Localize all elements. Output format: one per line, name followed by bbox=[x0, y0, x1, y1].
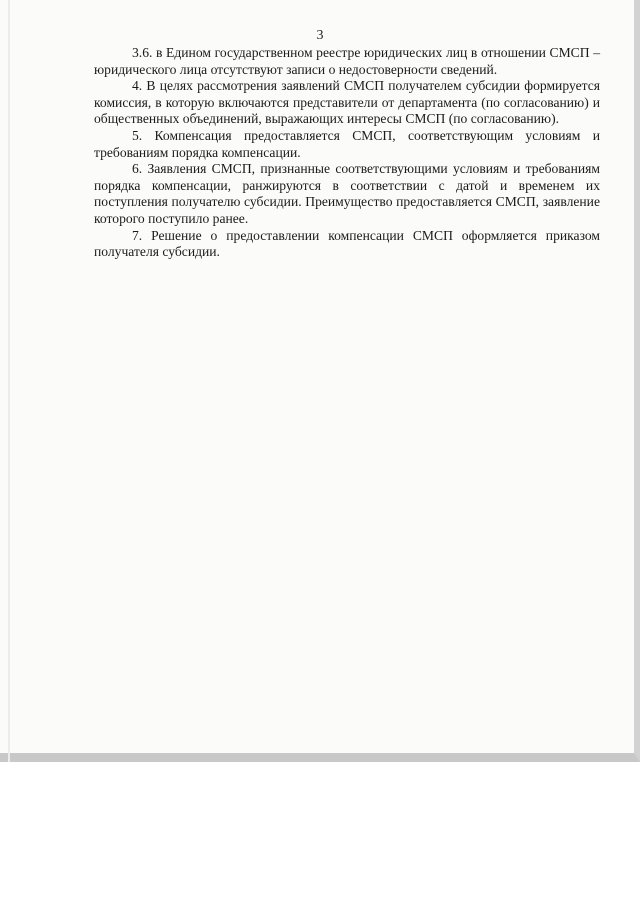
paragraph-4: 4. В целях рассмотрения заявлений СМСП получателем субсидии формируется комиссия, в которую включаются представители от департамента (по согласованию) и общественных объединений, выражающих интересы СМСП (по согласованию). bbox=[94, 78, 600, 127]
paragraph-7: 7. Решение о предоставлении компенсации СМСП оформляется приказом получателя субсидии. bbox=[94, 227, 600, 260]
paragraph-6: 6. Заявления СМСП, признанные соответствующими условиям и требованиям порядка компенсации, ранжируются в соответствии с датой и временем их поступления получателю субсидии. Преимущество предоставляется СМСП, заявление которого поступило ранее. bbox=[94, 161, 600, 226]
paragraph-5: 5. Компенсация предоставляется СМСП, соответствующим условиям и требованиям порядка компенсации. bbox=[94, 127, 600, 160]
page-edge-shadow bbox=[8, 0, 10, 762]
page-number: 3 bbox=[316, 28, 324, 43]
document-body bbox=[94, 45, 600, 261]
paragraph-3-6: 3.6. в Едином государственном реестре юридических лиц в отношении СМСП – юридического лица отсутствуют записи о недостоверности сведений. bbox=[94, 45, 600, 77]
